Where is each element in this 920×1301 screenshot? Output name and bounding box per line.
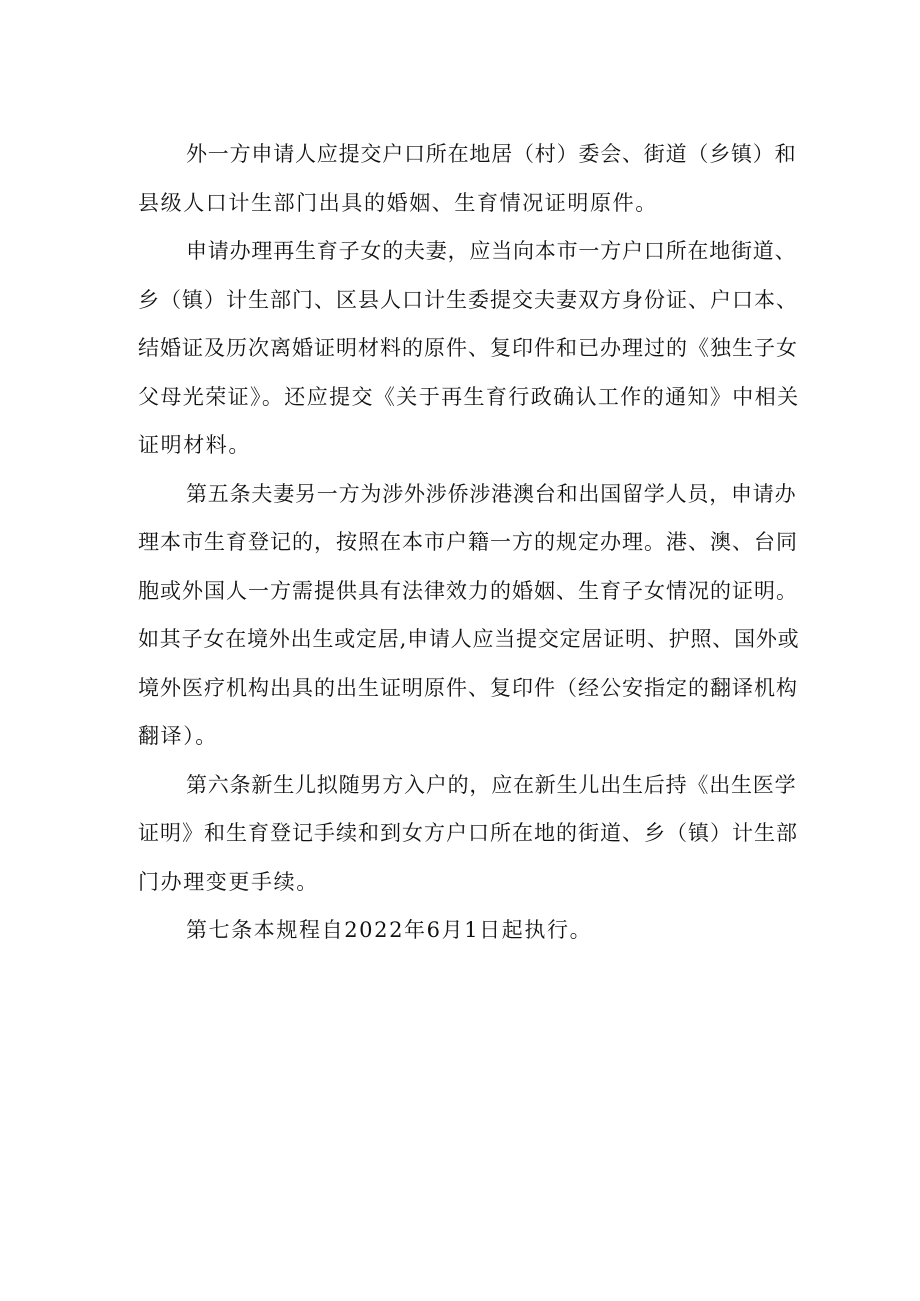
paragraph-line: 证明》和生育登记手续和到女方户口所在地的街道、乡（镇）计生部 [138, 821, 798, 845]
paragraph-line: 境外医疗机构出具的出生证明原件、复印件（经公安指定的翻译机构 [138, 675, 798, 700]
paragraph-line: 父母光荣证》。还应提交《关于再生育行政确认工作的通知》中相关 [138, 384, 800, 409]
paragraph-line: 理本市生育登记的，按照在本市户籍一方的规定办理。港、澳、台同 [138, 530, 798, 554]
paragraph-2 [138, 227, 798, 470]
document-body [138, 130, 798, 955]
paragraph-line: 证明材料。 [138, 433, 251, 457]
paragraph-line: 门办理变更手续。 [138, 869, 319, 894]
paragraph-line: 翻译）。 [138, 724, 218, 748]
paragraph-line: 外一方申请人应提交户口所在地居（村）委会、街道（乡镇）和 [186, 142, 797, 166]
paragraph-line: 第六条新生儿拟随男方入户的，应在新生儿出生后持《出生医学 [186, 772, 797, 797]
paragraph-line: 结婚证及历次离婚证明材料的原件、复印件和已办理过的《独生子女 [138, 336, 798, 360]
paragraph-line: 乡（镇）计生部门、区县人口计生委提交夫妻双方身份证、户口本、 [138, 287, 798, 312]
paragraph-line: 第七条本规程自2022年6月1日起执行。 [186, 918, 593, 942]
paragraph-line: 第五条夫妻另一方为涉外涉侨涉港澳台和出国留学人员，申请办 [186, 481, 797, 506]
paragraph-line: 申请办理再生育子女的夫妻，应当向本市一方户口所在地街道、 [186, 239, 797, 263]
paragraph-article-5 [138, 470, 798, 761]
paragraph-line: 如其子女在境外出生或定居,申请人应当提交定居证明、护照、国外或 [138, 627, 800, 651]
paragraph-line: 县级人口计生部门出具的婚姻、生育情况证明原件。 [138, 190, 658, 215]
paragraph-article-7 [138, 906, 798, 955]
paragraph-article-6 [138, 761, 798, 907]
paragraph-1 [138, 130, 798, 227]
paragraph-line: 胞或外国人一方需提供具有法律效力的婚姻、生育子女情况的证明。 [138, 578, 798, 603]
